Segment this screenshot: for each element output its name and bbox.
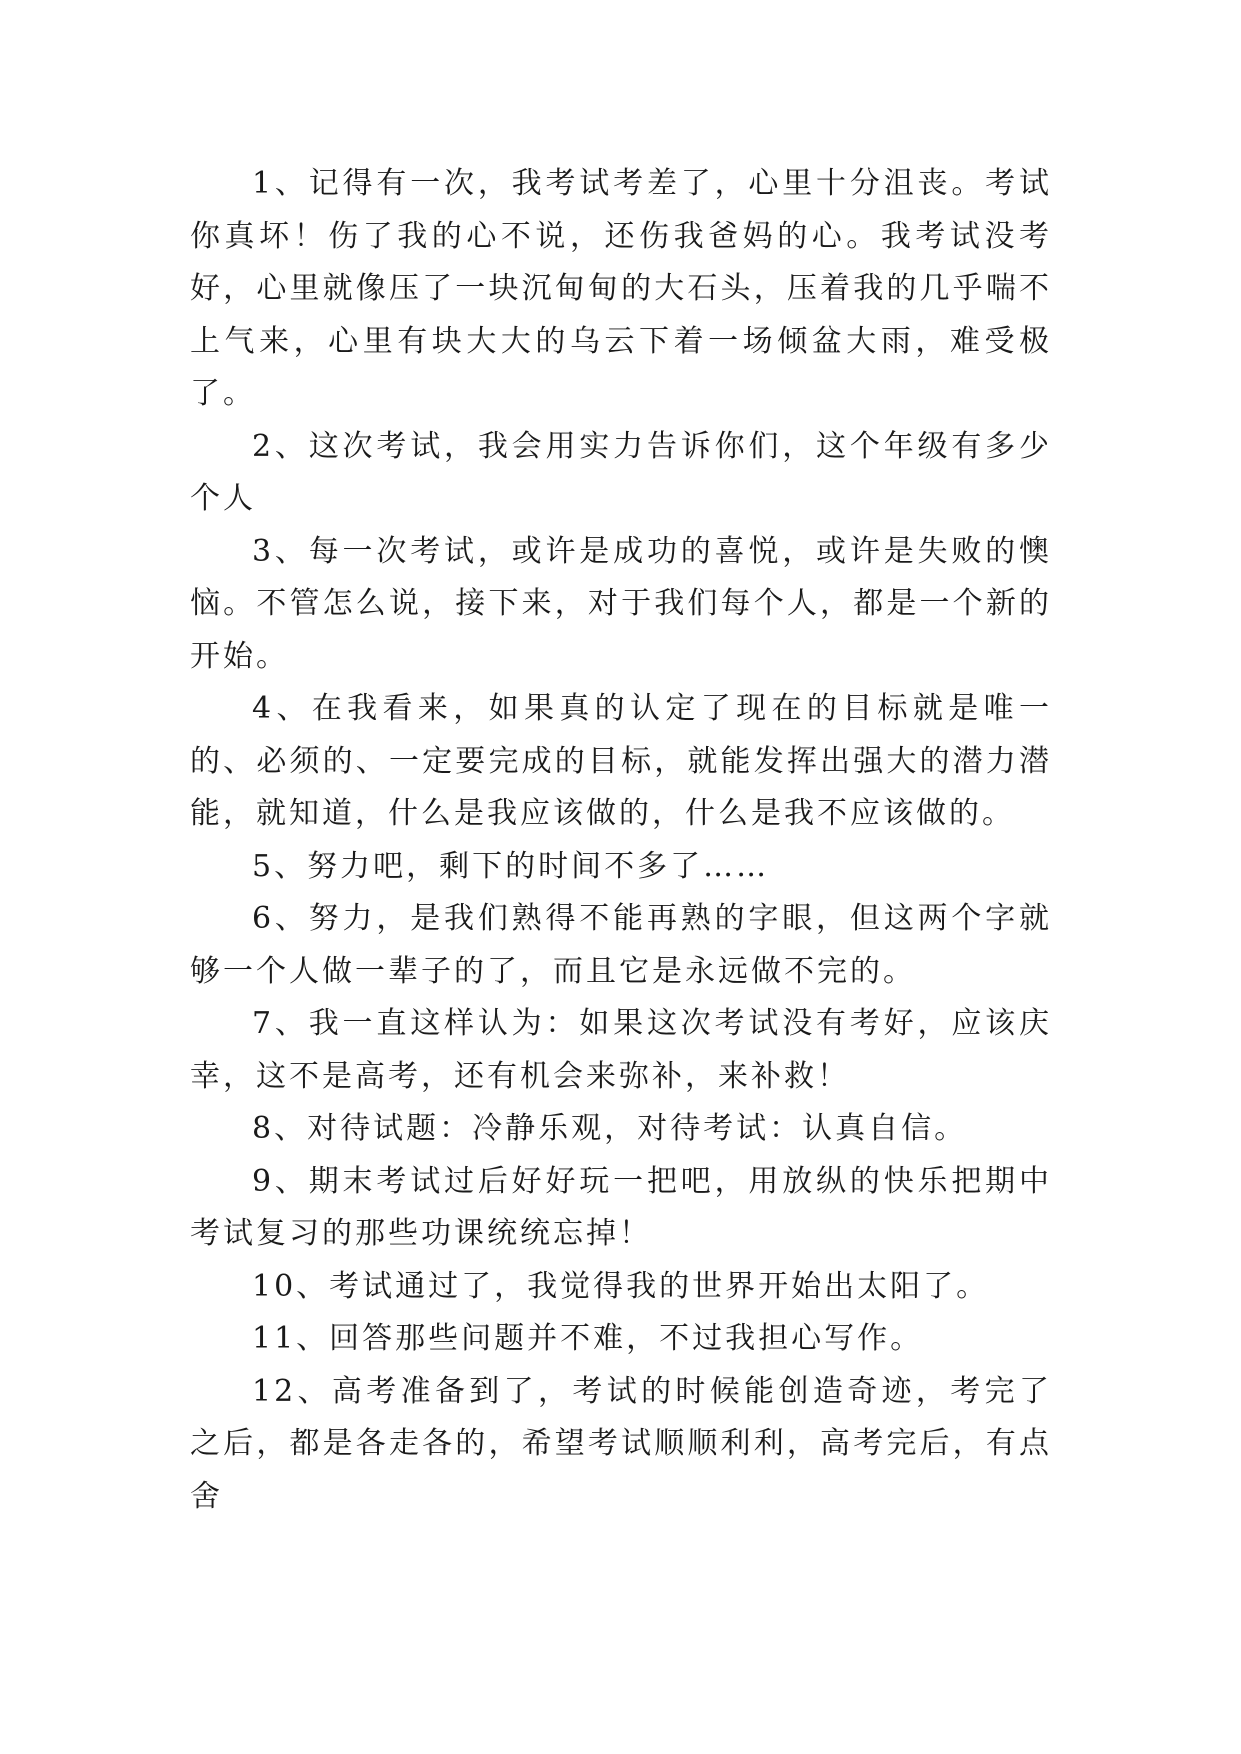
paragraph-9: 9、期末考试过后好好玩一把吧，用放纵的快乐把期中考试复习的那些功课统统忘掉！: [190, 1163, 1052, 1251]
paragraph-2: 2、这次考试，我会用实力告诉你们，这个年级有多少个人: [190, 428, 1052, 516]
paragraph-4: 4、在我看来，如果真的认定了现在的目标就是唯一的、必须的、一定要完成的目标，就能发挥出强大的潜力潜能，就知道，什么是我应该做的，什么是我不应该做的。: [190, 691, 1052, 831]
paragraph-10: 10、考试通过了，我觉得我的世界开始出太阳了。: [252, 1268, 990, 1304]
paragraph-7: 7、我一直这样认为：如果这次考试没有考好，应该庆幸，这不是高考，还有机会来弥补，来补救！: [190, 1006, 1052, 1094]
document-body: [190, 158, 1052, 1523]
paragraph-5: 5、努力吧，剩下的时间不多了……: [252, 848, 770, 884]
paragraph-1: 1、记得有一次，我考试考差了，心里十分沮丧。考试你真坏！伤了我的心不说，还伤我爸妈的心。我考试没考好，心里就像压了一块沉甸甸的大石头，压着我的几乎喘不上气来，心里有块大大的乌云下着一场倾盆大雨，难受极了。: [190, 166, 1052, 411]
paragraph-6: 6、努力，是我们熟得不能再熟的字眼，但这两个字就够一个人做一辈子的了，而且它是永远做不完的。: [190, 901, 1052, 989]
paragraph-3: 3、每一次考试，或许是成功的喜悦，或许是失败的懊恼。不管怎么说，接下来，对于我们每个人，都是一个新的开始。: [190, 533, 1052, 674]
paragraph-11: 11、回答那些问题并不难，不过我担心写作。: [252, 1321, 924, 1356]
paragraph-12: 12、高考准备到了，考试的时候能创造奇迹，考完了之后，都是各走各的，希望考试顺顺利利，高考完后，有点舍: [190, 1373, 1052, 1514]
paragraph-8: 8、对待试题：冷静乐观，对待考试：认真自信。: [252, 1111, 968, 1146]
